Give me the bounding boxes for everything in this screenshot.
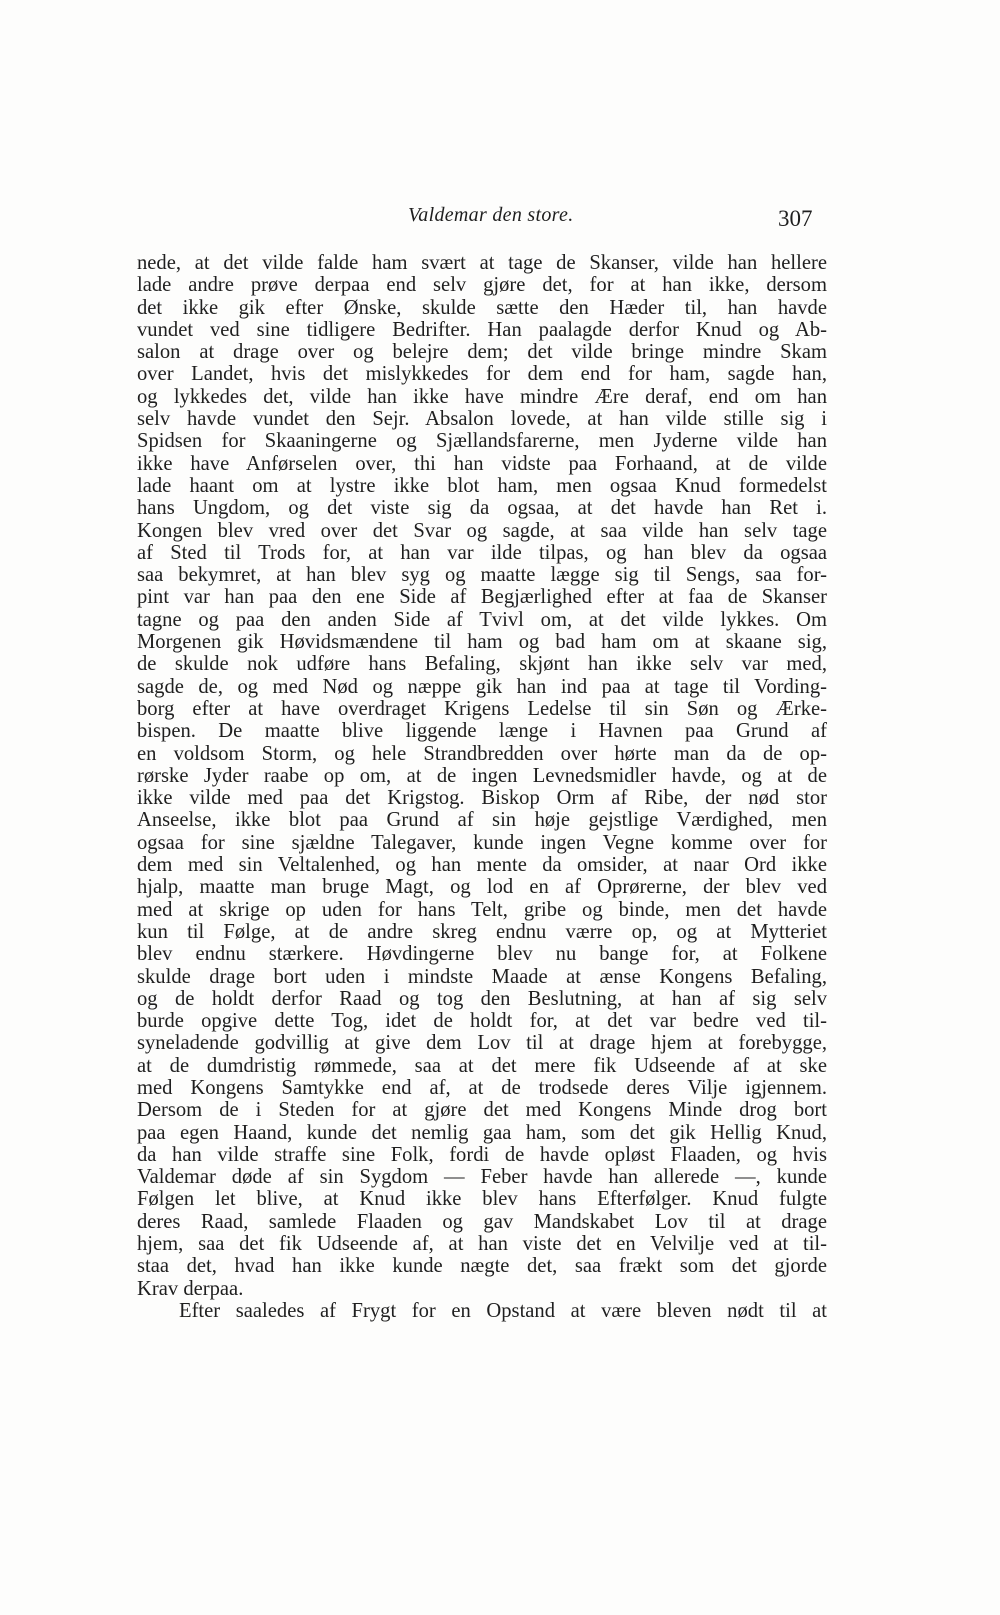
text-line: og lykkedes det, vilde han ikke have mindre Ære deraf, end om han	[137, 385, 827, 408]
text-line: hans Ungdom, og det viste sig da ogsaa, at det havde han Ret i.	[137, 497, 827, 520]
text-line: Dersom de i Steden for at gjøre det med Kongens Minde drog bort	[137, 1099, 827, 1122]
text-line: nede, at det vilde falde ham svært at tage de Skanser, vilde han hellere	[137, 252, 827, 274]
text-line: lade andre prøve derpaa end selv gjøre det, for at han ikke, dersom	[137, 274, 827, 297]
text-line: lade haant om at lystre ikke blot ham, men ogsaa Knud formedelst	[137, 474, 827, 497]
text-line: ikke have Anførselen over, thi han vidste paa Forhaand, at de vilde	[137, 452, 827, 475]
text-line: det ikke gik efter Ønske, skulde sætte den Hæder til, han havde	[137, 296, 827, 319]
text-line: burde opgive dette Tog, idet de holdt for, at det var bedre ved til-	[137, 1010, 827, 1033]
text-line: med Kongens Samtykke end af, at de trodsede deres Vilje igjennem.	[137, 1076, 827, 1099]
text-line: staa det, hvad han ikke kunde nægte det, saa frækt som det gjorde	[137, 1255, 827, 1278]
text-line: de skulde nok udføre hans Befaling, skjønt han ikke selv var med,	[137, 653, 827, 676]
text-line: pint var han paa den ene Side af Begjærlighed efter at faa de Skanser	[137, 586, 827, 609]
text-line: rørske Jyder raabe op om, at de ingen Levnedsmidler havde, og at de	[137, 764, 827, 787]
text-line: hjem, saa det fik Udseende af, at han viste det en Velvilje ved at til-	[137, 1233, 827, 1256]
text-line: af Sted til Trods for, at han var ilde tilpas, og han blev da ogsaa	[137, 541, 827, 564]
text-line-paragraph-start: Efter saaledes af Frygt for en Opstand at være bleven nødt til at	[179, 1299, 827, 1322]
text-line: og de holdt derfor Raad og tog den Beslutning, at han af sig selv	[137, 987, 827, 1010]
text-line: selv havde vundet den Sejr. Absalon lovede, at han vilde stille sig i	[137, 408, 827, 431]
text-line: syneladende godvillig at give dem Lov til at drage hjem at forebygge,	[137, 1032, 827, 1055]
text-line: saa bekymret, at han blev syg og maatte lægge sig til Sengs, saa for-	[137, 564, 827, 587]
text-line: paa egen Haand, kunde det nemlig gaa ham, som det gik Hellig Knud,	[137, 1121, 827, 1144]
text-line: bispen. De maatte blive liggende længe i Havnen paa Grund af	[137, 720, 827, 743]
text-line: deres Raad, samlede Flaaden og gav Mandskabet Lov til at drage	[137, 1210, 827, 1233]
text-line: ikke vilde med paa det Krigstog. Biskop Orm af Ribe, der nød stor	[137, 787, 827, 810]
text-line: skulde drage bort uden i mindste Maade at ænse Kongens Befaling,	[137, 965, 827, 988]
text-line: over Landet, hvis det mislykkedes for dem end for ham, sagde han,	[137, 363, 827, 386]
text-line: en voldsom Storm, og hele Strandbredden over hørte man da de op-	[137, 742, 827, 765]
body-text	[137, 252, 827, 1322]
text-line: Spidsen for Skaaningerne og Sjællandsfarerne, men Jyderne vilde han	[137, 430, 827, 453]
text-line: dem med sin Veltalenhed, og han mente da omsider, at naar Ord ikke	[137, 854, 827, 877]
text-line: med at skrige op uden for hans Telt, gribe og binde, men det havde	[137, 898, 827, 921]
text-line: kun til Følge, at de andre skreg endnu værre op, og at Mytteriet	[137, 920, 827, 943]
text-line: blev endnu stærkere. Høvdingerne blev nu bange for, at Folkene	[137, 943, 827, 966]
text-line: Valdemar døde af sin Sygdom — Feber havde han allerede —, kunde	[137, 1166, 827, 1189]
text-line-paragraph-end: Krav derpaa.	[137, 1277, 244, 1300]
text-line: Følgen let blive, at Knud ikke blev hans Efterfølger. Knud fulgte	[137, 1188, 827, 1211]
text-line: sagde de, og med Nød og næppe gik han ind paa at tage til Vording-	[137, 675, 827, 698]
text-line: tagne og paa den anden Side af Tvivl om, at det vilde lykkes. Om	[137, 608, 827, 631]
text-line: ogsaa for sine sjældne Talegaver, kunde ingen Vegne komme over for	[137, 831, 827, 854]
text-line: Kongen blev vred over det Svar og sagde, at saa vilde han selv tage	[137, 519, 827, 542]
text-line: vundet ved sine tidligere Bedrifter. Han paalagde derfor Knud og Ab-	[137, 318, 827, 341]
text-line: hjalp, maatte man bruge Magt, og lod en af Oprørerne, der blev ved	[137, 876, 827, 899]
text-line: at de dumdristig rømmede, saa at det mere fik Udseende af at ske	[137, 1054, 827, 1077]
text-line: Anseelse, ikke blot paa Grund af sin høje gejstlige Værdighed, men	[137, 809, 827, 832]
text-line: da han vilde straffe sine Folk, fordi de havde opløst Flaaden, og hvis	[137, 1143, 827, 1166]
text-line: salon at drage over og belejre dem; det vilde bringe mindre Skam	[137, 341, 827, 364]
page-number: 307	[778, 206, 813, 231]
text-line: borg efter at have overdraget Krigens Ledelse til sin Søn og Ærke-	[137, 697, 827, 720]
text-line: Morgenen gik Høvidsmændene til ham og bad ham om at skaane sig,	[137, 631, 827, 654]
running-title: Valdemar den store.	[408, 204, 574, 226]
